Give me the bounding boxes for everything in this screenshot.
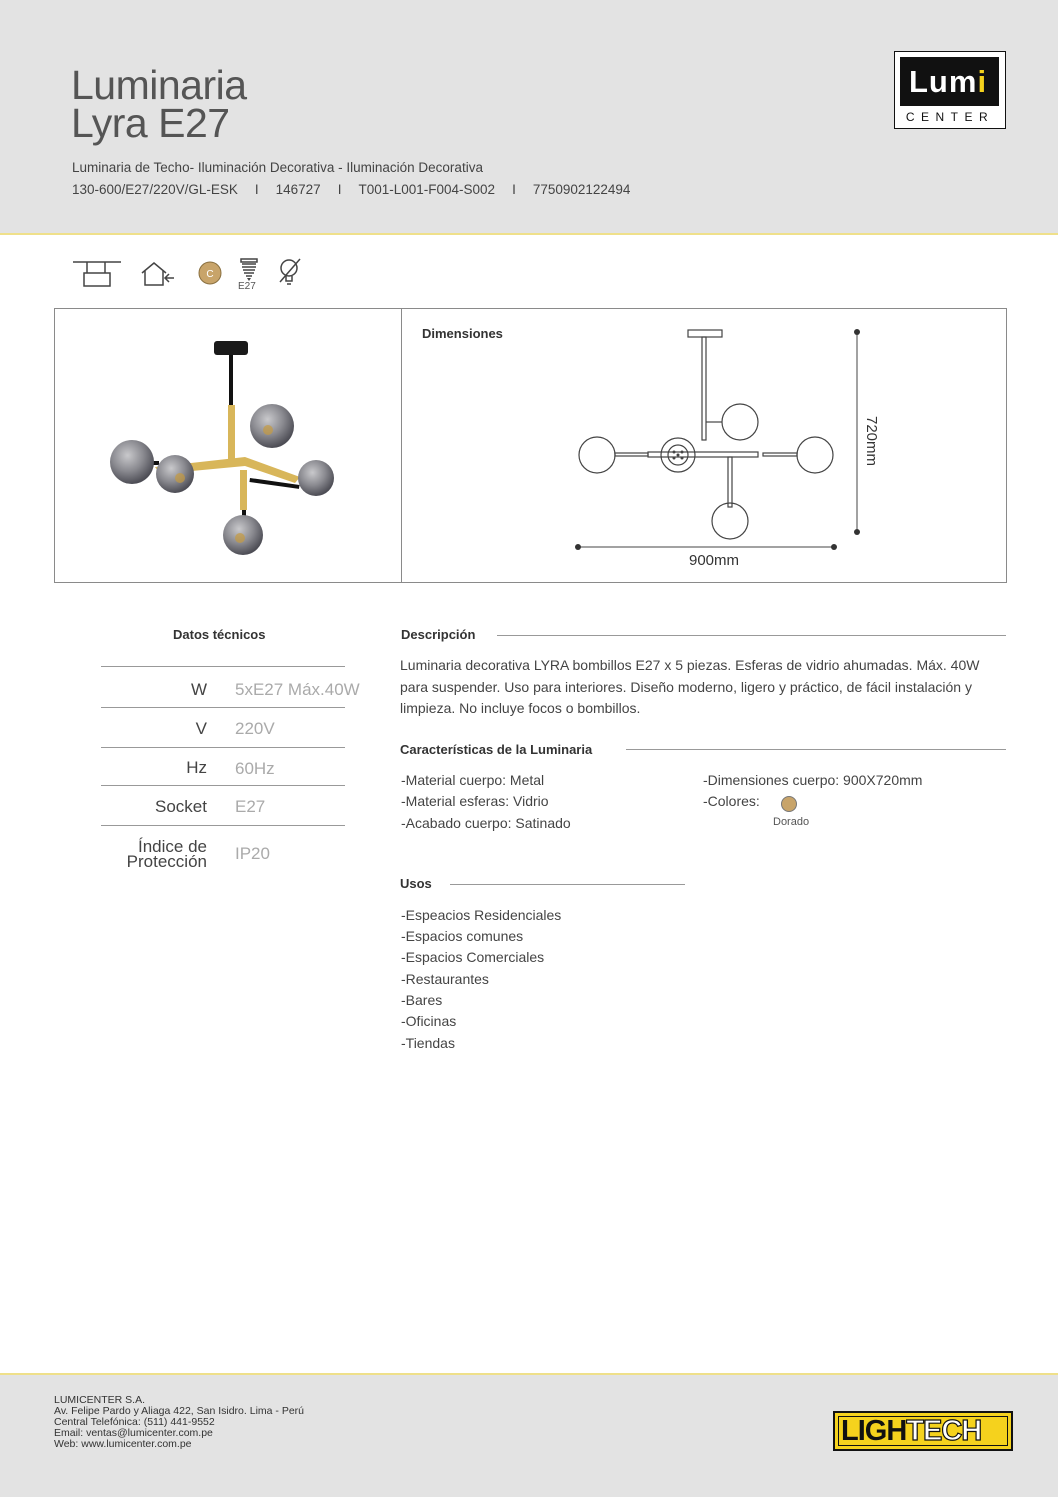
barcode-number: 7750902122494 <box>532 182 631 197</box>
model-code: 130-600/E27/220V/GL-ESK <box>72 182 238 197</box>
spec-value: E27 <box>235 797 266 816</box>
product-photo <box>100 335 370 565</box>
table-row <box>101 747 345 785</box>
header <box>0 0 1058 235</box>
spec-value: IP20 <box>235 844 270 863</box>
section-rule <box>497 635 1006 636</box>
spec-value: 60Hz <box>235 759 275 778</box>
section-rule <box>450 884 685 885</box>
table-row <box>101 666 360 707</box>
footer-phone: Central Telefónica: (511) 441-9552 <box>54 1416 215 1428</box>
box-divider <box>401 308 402 583</box>
section-rule <box>626 749 1006 750</box>
descripcion-title: Descripción <box>401 627 476 642</box>
ceiling-mount-icon <box>72 259 122 289</box>
product-category: Luminaria de Techo- Iluminación Decorativa - Iluminación Decorativa <box>72 160 483 175</box>
descripcion-text: Luminaria decorativa LYRA bombillos E27 x 5 piezas. Esferas de vidrio ahumadas. Máx. 40W para suspender. Uso para interiores. Diseño moderno, ligero y práctico, de fácil instalación y limpieza. No incluye focos o bombillos. <box>400 657 980 716</box>
spec-key <box>127 839 207 869</box>
datos-tecnicos-title: Datos técnicos <box>173 627 266 642</box>
logo-wordmark: Lumi <box>900 57 999 106</box>
list-item: -Bares <box>401 992 443 1008</box>
dimensions-title: Dimensiones <box>422 326 503 341</box>
dimension-height: 720mm <box>863 416 880 467</box>
usos-title: Usos <box>400 876 432 891</box>
list-item: -Acabado cuerpo: Satinado <box>401 815 571 831</box>
list-item: -Espacios comunes <box>401 928 524 944</box>
list-item: -Material cuerpo: Metal <box>401 772 545 788</box>
title-line-1: Luminaria <box>71 62 247 108</box>
list-item: -Restaurantes <box>401 971 489 987</box>
footer-address: Av. Felipe Pardo y Aliaga 422, San Isidro. Lima - Perú <box>54 1405 304 1417</box>
dimension-height-wrap <box>863 416 930 467</box>
table-row <box>101 825 345 871</box>
code-separator: I <box>254 182 259 197</box>
spec-key-line-2: Protección <box>126 852 207 871</box>
list-item: -Tiendas <box>401 1035 455 1051</box>
lightech-wordmark <box>838 1416 1008 1446</box>
spec-value: 220V <box>235 719 275 738</box>
svg-text:C: C <box>206 269 214 280</box>
no-bulb-icon <box>277 257 303 287</box>
page-title <box>71 62 247 146</box>
spec-key: Socket <box>155 797 207 816</box>
lightech-logo <box>833 1411 1013 1451</box>
dimension-drawing <box>560 322 870 567</box>
logo-subtext: CENTER <box>905 110 995 124</box>
list-item: -Espacios Comerciales <box>401 949 545 965</box>
list-item: -Material esferas: Vidrio <box>401 793 549 809</box>
dimension-width: 900mm <box>689 552 740 569</box>
footer-company: LUMICENTER S.A. <box>54 1394 146 1406</box>
datos-tecnicos-table <box>101 666 360 871</box>
bulb-label: E27 <box>238 281 256 292</box>
table-row <box>101 785 345 825</box>
lightech-part-1: LIGH <box>841 1415 907 1447</box>
color-swatch <box>781 796 797 812</box>
color-c-icon <box>197 260 223 286</box>
footer-web[interactable]: Web: www.lumicenter.com.pe <box>54 1438 192 1450</box>
category-code: T001-L001-F004-S002 <box>358 182 496 197</box>
indoor-icon <box>138 259 176 289</box>
lightech-part-2: TECH <box>906 1415 982 1447</box>
sku-code: 146727 <box>275 182 321 197</box>
list-item: -Espeacios Residenciales <box>401 907 562 923</box>
spec-key-line-1: Índice de <box>138 837 207 856</box>
color-name: Dorado <box>773 816 810 828</box>
list-item: -Dimensiones cuerpo: 900X720mm <box>703 772 923 788</box>
table-row <box>101 707 345 747</box>
code-separator: I <box>337 182 342 197</box>
caracteristicas-title: Características de la Luminaria <box>400 742 593 757</box>
spec-key: W <box>190 680 207 699</box>
lumicenter-logo <box>894 51 1006 129</box>
list-item: -Colores: <box>703 793 760 809</box>
title-line-2: Lyra E27 <box>71 100 230 146</box>
spec-key: Hz <box>186 758 207 777</box>
spec-value: 5xE27 Máx.40W <box>235 680 360 699</box>
feature-icons <box>72 255 332 295</box>
product-codes <box>72 182 630 197</box>
code-separator: I <box>512 182 516 197</box>
spec-key: V <box>195 719 207 738</box>
list-item: -Oficinas <box>401 1013 457 1029</box>
footer-email[interactable]: Email: ventas@lumicenter.com.pe <box>54 1427 213 1439</box>
bulb-e27-icon <box>238 257 260 283</box>
